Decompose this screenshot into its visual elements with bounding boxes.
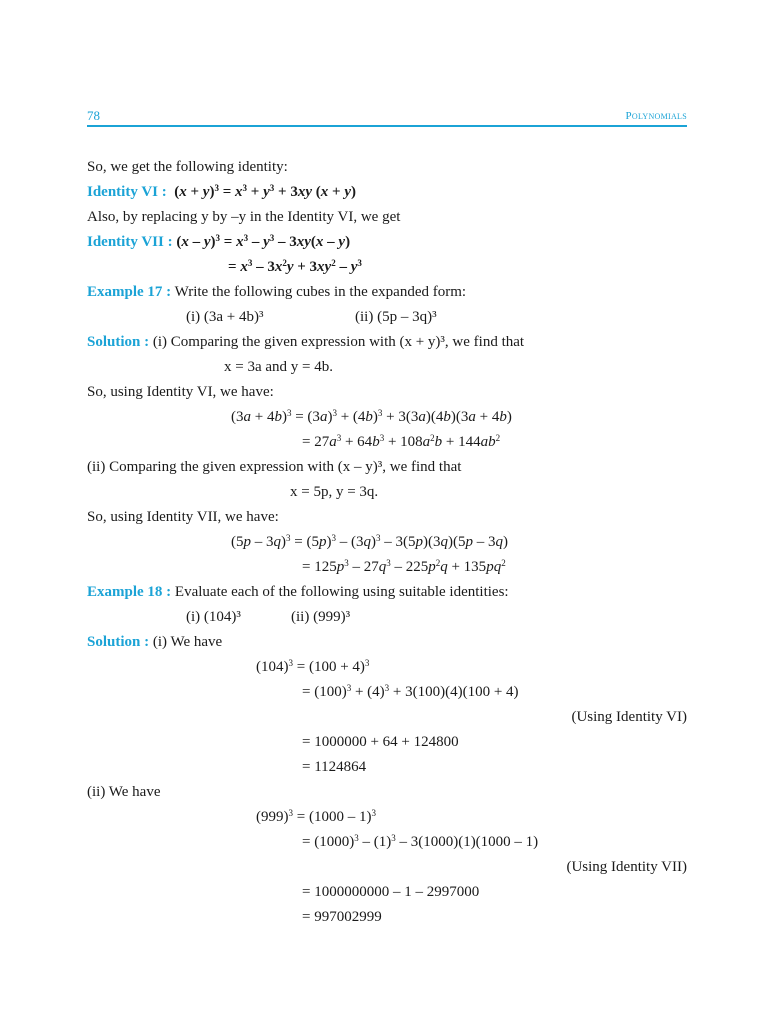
calc-104-line-3: = 1000000 + 64 + 124800 <box>302 734 459 750</box>
expansion-3a-4b-line-1: $(3a + 4b)^3 = (3a)^3 + (4b)^3 + 3(3a)(4b)(3a + 4b)$ <box>231 408 512 425</box>
solution-17-part-2-text: (ii) Comparing the given expression with (x – y)³, we find that <box>87 459 462 475</box>
example-18-label: Example 18 : <box>87 584 172 600</box>
solution-17-substitution-2: x = 5p, y = 3q. <box>290 484 379 500</box>
solution-18 <box>87 633 222 651</box>
example-17 <box>87 283 466 301</box>
page-number: 78 <box>87 108 100 123</box>
identity-6 <box>87 183 356 201</box>
identity-6-label: Identity VI : <box>87 184 167 200</box>
calc-999-line-2: = $(1000)^3 - (1)^3 - 3(1000)(1)(1000 - 1)$ <box>302 833 539 850</box>
calc-999-line-3: = 1000000000 – 1 – 2997000 <box>302 884 480 900</box>
solution-17-text: (i) Comparing the given expression with (x + y)³, we find that <box>152 334 525 350</box>
also-text: Also, by replacing y by –y in the Identity VI, we get <box>87 209 401 225</box>
expansion-5p-3q-line-2: = $125p^3 - 27q^3 - 225p^2q + 135pq^2$ <box>302 558 506 575</box>
solution-17 <box>87 333 524 351</box>
note-identity-7: (Using Identity VII) <box>566 859 687 875</box>
example-17-label: Example 17 : <box>87 284 172 300</box>
example-17-text: Write the following cubes in the expanded form: <box>174 284 467 300</box>
calc-104-line-2: = $(100)^3 + (4)^3 + 3(100)(4)(100 + 4)$ <box>302 683 519 700</box>
calc-104-result: = 1124864 <box>302 759 367 775</box>
expansion-3a-4b-line-2: = $27a^3 + 64b^3 + 108a^2b + 144ab^2$ <box>302 433 501 450</box>
using-identity-7-text: So, using Identity VII, we have: <box>87 509 279 525</box>
calc-999-result: = 997002999 <box>302 909 382 925</box>
calc-999-line-1: $(999)^3 = (1000 - 1)^3$ <box>256 808 376 825</box>
example-17-part-2: (ii) (5p – 3q)³ <box>355 309 437 325</box>
example-18 <box>87 583 509 601</box>
example-17-part-1: (i) (3a + 4b)³ <box>186 309 264 325</box>
note-identity-6: (Using Identity VI) <box>571 709 687 725</box>
calc-104-line-1: $(104)^3 = (100 + 4)^3$ <box>256 658 370 675</box>
header-rule <box>87 125 687 127</box>
example-18-part-1: (i) (104)³ <box>186 609 241 625</box>
identity-7-expanded: = $x^3 - 3x^2y + 3xy^2 - y^3$ <box>228 258 362 275</box>
identity-7-label: Identity VII : <box>87 234 173 250</box>
identity-7-formula: $(x - y)^3 = x^3 - y^3 - 3xy(x - y)$ <box>176 233 351 250</box>
solution-18-text: (i) We have <box>152 634 223 650</box>
solution-label: Solution : <box>87 334 150 350</box>
identity-7 <box>87 233 350 251</box>
solution-17-substitution-1: x = 3a and y = 4b. <box>224 359 333 375</box>
example-18-part-2: (ii) (999)³ <box>291 609 351 625</box>
intro-text: So, we get the following identity: <box>87 159 288 175</box>
expansion-5p-3q-line-1: $(5p - 3q)^3 = (5p)^3 - (3q)^3 - 3(5p)(3q)(5p - 3q)$ <box>231 533 508 550</box>
solution-18-label: Solution : <box>87 634 150 650</box>
example-18-text: Evaluate each of the following using suitable identities: <box>174 584 509 600</box>
using-identity-6-text: So, using Identity VI, we have: <box>87 384 274 400</box>
chapter-title: Polynomials <box>625 110 687 122</box>
identity-6-formula: $(x + y)^3 = x^3 + y^3 + 3xy$ (x + y) <box>170 183 356 200</box>
part-ii-we-have: (ii) We have <box>87 784 161 800</box>
